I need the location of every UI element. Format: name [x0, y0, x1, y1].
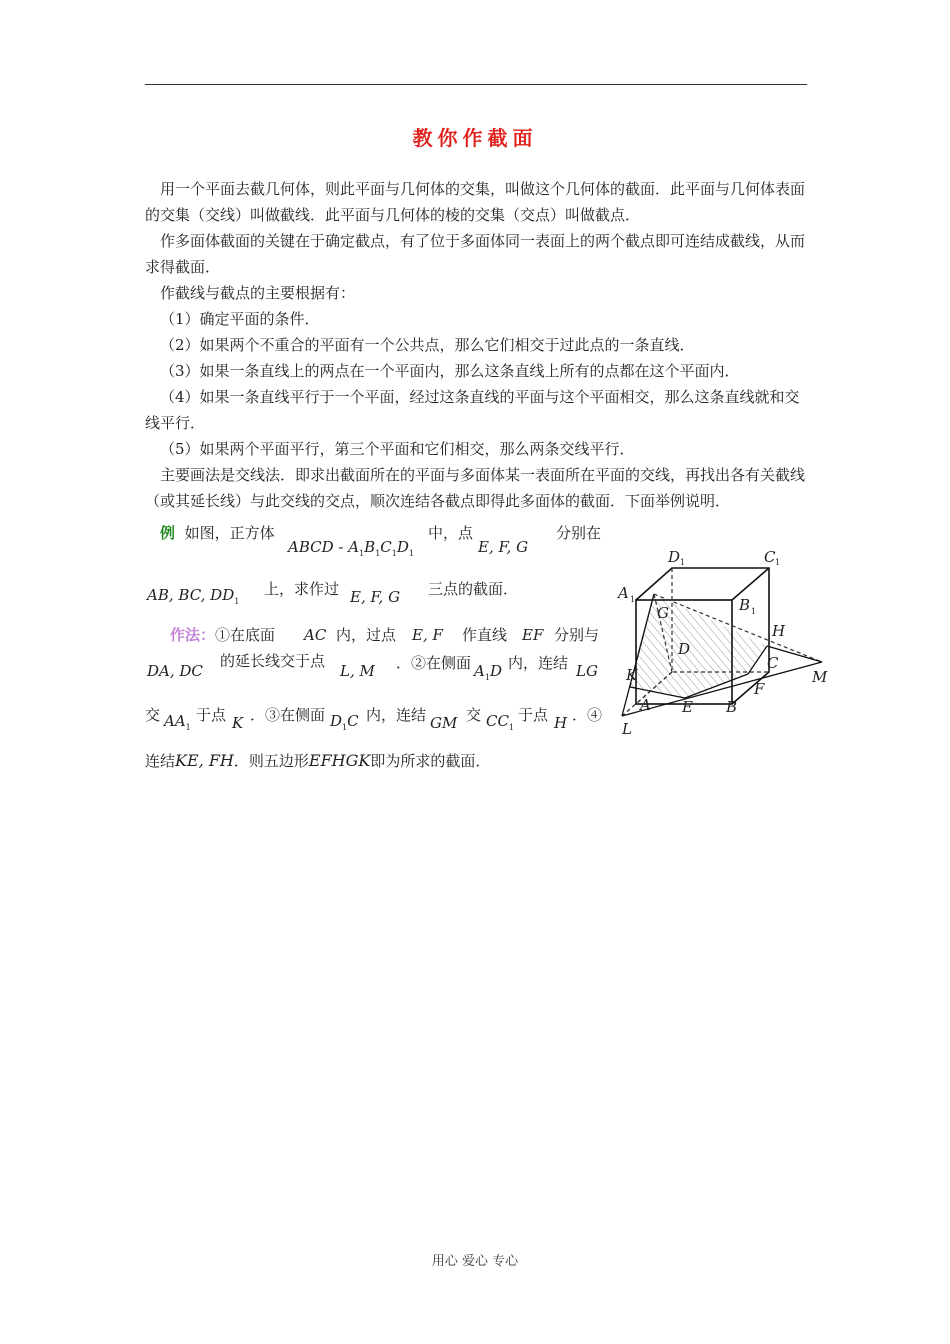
rule-item: （5）如果两个平面平行，第三个平面和它们相交，那么两条交线平行．: [160, 440, 635, 458]
points-efg: E, F, G: [478, 538, 529, 556]
text-segment: 的延长线交于点: [220, 652, 326, 670]
label-f: F: [754, 680, 765, 698]
text-segment: 于点: [518, 706, 549, 724]
svg-text:1: 1: [751, 607, 757, 616]
points-efg: E, F, G: [350, 588, 401, 606]
page-title: 教你作截面: [412, 126, 538, 150]
label-e: E: [682, 698, 693, 716]
text-segment: ．③在侧面: [250, 706, 326, 724]
cube-name: ABCD - $A_1B_1C_1D_1$: [288, 538, 414, 558]
label-g: G: [657, 604, 669, 622]
label-b1: B: [739, 596, 751, 614]
text-segment: ．②在侧面: [396, 654, 472, 672]
text-segment: 内，连结: [366, 706, 427, 724]
label-a: A: [640, 696, 651, 714]
method-line-4: 连结KE, FH．则五边形EFHGK即为所求的截面．: [145, 751, 491, 770]
text-segment: 于点: [196, 706, 227, 724]
rule-item: （1）确定平面的条件．: [160, 310, 320, 328]
paragraph: 主要画法是交线法．即求出截面所在的平面与多面体某一表面所在平面的交线，再找出各有关截线（或其延长线）与此交线的交点，顺次连结各截点即得此多面体的截面．下面举例说明．: [145, 466, 806, 510]
label-l: L: [622, 720, 632, 738]
math-lm: L, M: [340, 662, 375, 680]
example-line-1: 例 如图，正方体: [160, 524, 275, 542]
label-d: D: [678, 640, 691, 658]
rule-item: （3）如果一条直线上的两点在一个平面内，那么这条直线上所有的点都在这个平面内．: [160, 362, 740, 380]
method-label: 作法：: [170, 626, 216, 644]
math-ac: AC: [304, 626, 327, 644]
paragraph: 用一个平面去截几何体，则此平面与几何体的交集，叫做这个几何体的截面．此平面与几何体表面的交集（交线）叫做截线．此平面与几何体的棱的交集（交点）叫做截点．: [145, 180, 806, 224]
svg-text:1: 1: [680, 558, 686, 567]
rule-item: （2）如果两个不重合的平面有一个公共点，那么它们相交于过此点的一条直线．: [160, 336, 695, 354]
paragraph: 作截线与截点的主要根据有：: [160, 284, 356, 302]
math-h: H: [554, 714, 568, 732]
text-segment: 分别在: [556, 524, 602, 542]
label-h: H: [772, 622, 786, 640]
body-text: [145, 176, 809, 514]
label-a1: A: [618, 584, 629, 602]
math-ef: E, F: [412, 626, 443, 644]
edges: AB, BC, $DD_1$: [147, 586, 240, 606]
cube-section-figure: [612, 540, 832, 740]
method-line-1: 作法：①在底面: [170, 626, 276, 644]
label-c: C: [767, 654, 779, 672]
text-segment: 三点的截面．: [428, 580, 519, 598]
text-segment: ．④: [572, 706, 603, 724]
text-segment: 内，连结: [508, 654, 569, 672]
page-footer: 用心 爱心 专心: [431, 1254, 519, 1269]
math-d1c: $D_1C$: [330, 712, 359, 732]
math-efline: EF: [522, 626, 544, 644]
header-rule: [145, 84, 807, 85]
text-segment: 内，过点: [336, 626, 397, 644]
math-k: K: [232, 714, 244, 732]
label-m: M: [812, 668, 828, 686]
paragraph: 作多面体截面的关键在于确定截点，有了位于多面体同一表面上的两个截点即可连结成截线，从而求得截面．: [145, 232, 806, 276]
text-segment: 中，点: [428, 524, 474, 542]
math-a1d: $A_1D$: [474, 662, 502, 682]
svg-text:1: 1: [630, 595, 636, 604]
label-b: B: [726, 698, 738, 716]
math-gm: GM: [430, 714, 458, 732]
svg-text:1: 1: [775, 558, 781, 567]
label-k: K: [626, 666, 638, 684]
example-label: 例: [160, 524, 176, 542]
math-aa1: $AA_1$: [164, 712, 191, 732]
text-segment: 分别与: [554, 626, 600, 644]
text-segment: 上，求作过: [264, 580, 340, 598]
text-segment: 交: [145, 706, 161, 724]
math-cc1: $CC_1$: [486, 712, 515, 732]
rule-item: （4）如果一条直线平行于一个平面，经过这条直线的平面与这个平面相交，那么这条直线就和交线平行．: [145, 388, 800, 432]
math-lg: LG: [576, 662, 598, 680]
label-d1: D: [668, 548, 681, 566]
math-dadc: DA, DC: [147, 662, 203, 680]
text-segment: 作直线: [462, 626, 508, 644]
text-segment: 交: [466, 706, 482, 724]
label-c1: C: [764, 548, 776, 566]
